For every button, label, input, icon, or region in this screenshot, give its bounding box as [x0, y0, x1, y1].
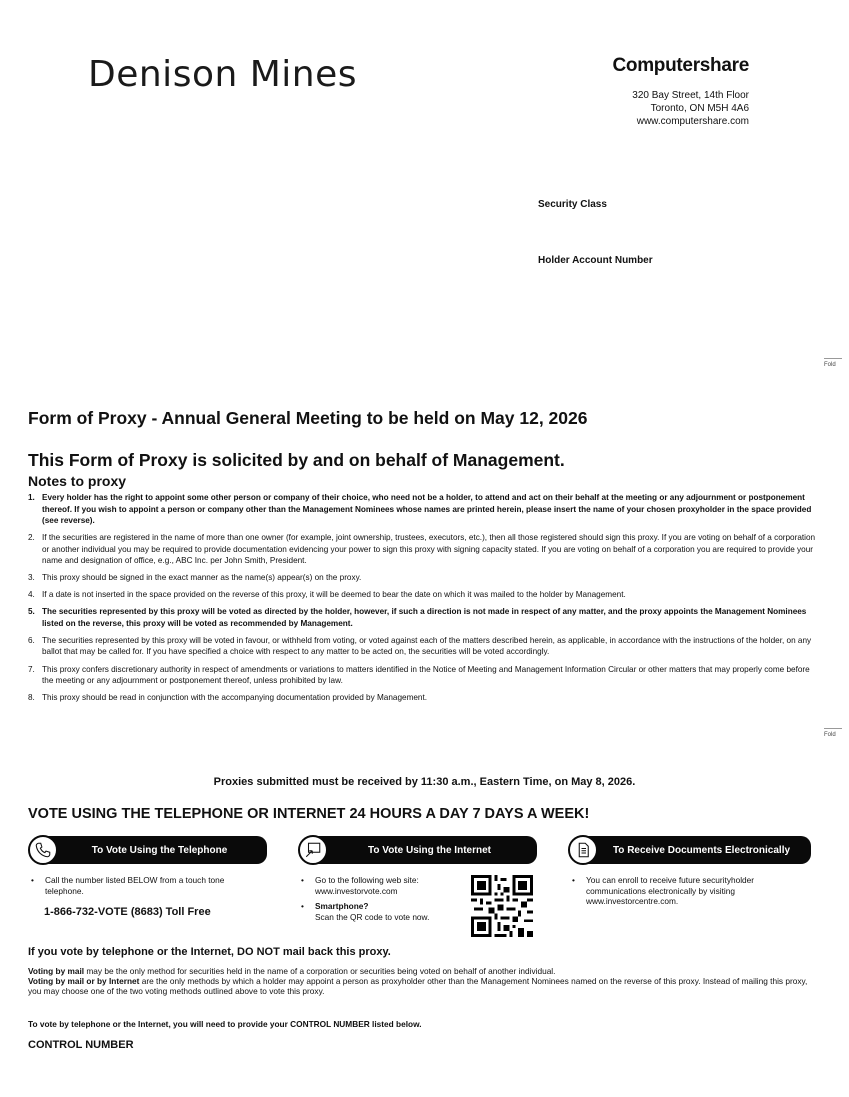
- electronic-documents-banner: To Receive Documents Electronically: [570, 836, 811, 864]
- smartphone-instruction: • Smartphone? Scan the QR code to vote now.: [301, 901, 430, 922]
- form-title: Form of Proxy - Annual General Meeting to be held on May 12, 2026: [28, 408, 588, 428]
- electronic-instruction: • You can enroll to receive future securityholder communications electronically by visiting www.investorcentre.com.: [572, 875, 755, 906]
- form-subtitle: This Form of Proxy is solicited by and on behalf of Management.: [28, 450, 565, 470]
- submission-deadline: Proxies submitted must be received by 11:30 a.m., Eastern Time, on May 8, 2026.: [213, 776, 636, 788]
- holder-account-label: Holder Account Number: [538, 255, 653, 266]
- address-line: www.computershare.com: [636, 116, 749, 127]
- internet-vote-banner: To Vote Using the Internet: [300, 836, 537, 864]
- note-item: 4. If a date is not inserted in the space provided on the reverse of this proxy, it will be deemed to bear the date on which it was mailed to the holder by Management.: [28, 590, 626, 600]
- mail-voting-notes: [28, 966, 818, 996]
- note-item: 3. This proxy should be signed in the exact manner as the name(s) appear(s) on the proxy.: [28, 573, 362, 583]
- control-number-label: CONTROL NUMBER: [28, 1039, 134, 1051]
- note-item: 1. Every holder has the right to appoint some other person or company of their choice, who need not be a holder, to attend and act on their behalf at the meeting or any adjournment or postponement thereof. If you wish to appoint a person or company other than the Management Nominees whose names are printed herein, please insert the name of your chosen proxyholder in the space provided (see reverse).: [28, 493, 812, 525]
- denison-mines-logo: Denison Mines: [88, 54, 358, 95]
- security-class-label: Security Class: [538, 199, 607, 210]
- note-item: 6. The securities represented by this proxy will be voted in favour, or withheld from voting, or voted against each of the matters described herein, as applicable, in accordance with the instructions of the holder, on any ballot that may be called for. If you have specified a choice with respect to any matter to be acted on, the securities will be voted accordingly.: [28, 635, 812, 657]
- telephone-instruction: • Call the number listed BELOW from a touch tone telephone.: [31, 875, 225, 896]
- agent-address: [632, 89, 749, 128]
- computershare-logo: Computershare: [612, 55, 749, 76]
- fold-mark: Fold: [824, 728, 842, 738]
- address-line: Toronto, ON M5H 4A6: [650, 103, 749, 114]
- phone-number[interactable]: 1-866-732-VOTE (8683) Toll Free: [44, 906, 211, 918]
- do-not-mail-warning: If you vote by telephone or the Internet, DO NOT mail back this proxy.: [28, 946, 391, 958]
- address-line: 320 Bay Street, 14th Floor: [632, 90, 749, 101]
- notes-heading: Notes to proxy: [28, 473, 127, 489]
- note-item: 8. This proxy should be read in conjunction with the accompanying documentation provided by Management.: [28, 693, 428, 703]
- smartphone-title: Smartphone?: [315, 901, 369, 911]
- note-item: 2. If the securities are registered in the name of more than one owner (for example, joint ownership, trustees, executors, etc.), then all those registered should sign this proxy. If you are voting on behalf of a corporation or another individual you may be required to provide documentation evidencing your power to sign this proxy with signing capacity stated. If you are voting on behalf of a corporation you are required to provide your name and designation of office, e.g., ABC Inc. per John Smith, President.: [28, 533, 816, 566]
- document-icon: [568, 835, 598, 865]
- notes-list: [28, 492, 818, 709]
- mail-note: Voting by mail may be the only method for securities held in the name of a corporation or securities being voted on behalf of another individual.: [28, 966, 556, 976]
- web-cursor-icon: [298, 835, 328, 865]
- telephone-vote-banner: To Vote Using the Telephone: [30, 836, 267, 864]
- internet-instruction: • Go to the following web site: www.investorvote.com: [301, 875, 419, 896]
- note-item: 7. This proxy confers discretionary authority in respect of amendments or variations to matters identified in the Notice of Meeting and Management Information Circular or other matters that may properly come before the meeting or any adjournment or postponement thereof, unless prohibited by law.: [28, 664, 810, 686]
- phone-icon: [28, 835, 58, 865]
- vote-heading: VOTE USING THE TELEPHONE OR INTERNET 24 HOURS A DAY 7 DAYS A WEEK!: [28, 806, 590, 822]
- mail-note: Voting by mail or by Internet are the only methods by which a holder may appoint a person as proxyholder other than the Management Nominees named on the reverse of this proxy. Instead of mailing this proxy, you may choose one of the two voting methods outlined above to vote this proxy.: [28, 976, 808, 996]
- fold-mark: Fold: [824, 358, 842, 368]
- note-item: 5. The securities represented by this proxy will be voted as directed by the holder, however, if such a direction is not made in respect of any matter, and the proxy appoints the Management Nominees listed on the reverse, this proxy will be voted as recommended by Management.: [28, 607, 807, 628]
- control-number-note: To vote by telephone or the Internet, you will need to provide your CONTROL NUMBER listed below.: [28, 1019, 422, 1029]
- smartphone-text: Scan the QR code to vote now.: [315, 911, 430, 922]
- qr-code[interactable]: [471, 875, 533, 937]
